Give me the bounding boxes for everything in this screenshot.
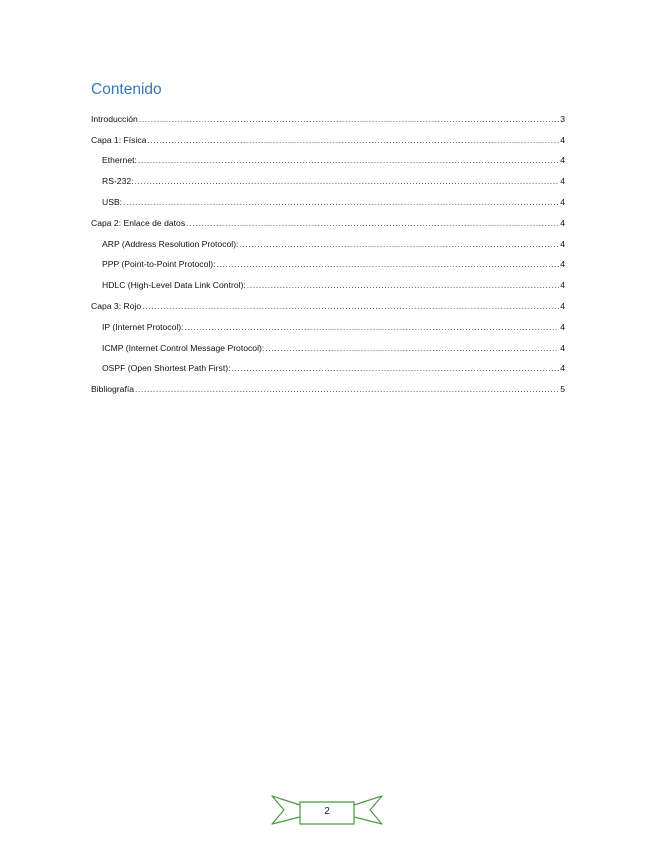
toc-heading: Contenido xyxy=(91,81,162,98)
toc-entry[interactable] xyxy=(91,250,565,271)
toc-entry[interactable] xyxy=(91,104,565,125)
toc-dot-leader xyxy=(147,134,559,146)
toc-entry-title: ICMP (Internet Control Message Protocol): xyxy=(102,342,265,353)
toc-dot-leader xyxy=(231,362,559,374)
toc-entry-page: 4 xyxy=(560,300,565,311)
toc-dot-leader xyxy=(135,383,559,395)
toc-entry-title: Ethernet: xyxy=(102,155,137,166)
toc-entry-title: Capa 2: Enlace de datos xyxy=(91,217,186,228)
page-number-footer xyxy=(270,793,384,829)
toc-entry-title: Introducción xyxy=(91,113,138,124)
toc-entry[interactable] xyxy=(91,270,565,291)
page-number: 2 xyxy=(324,806,330,817)
toc-entry-title: USB: xyxy=(102,196,123,207)
toc-entry[interactable] xyxy=(91,354,565,375)
toc-dot-leader xyxy=(247,279,559,291)
toc-entry[interactable] xyxy=(91,208,565,229)
toc-entry[interactable] xyxy=(91,166,565,187)
toc-entry-page: 4 xyxy=(560,363,565,374)
toc-dot-leader xyxy=(135,175,560,187)
toc-entry-title: Capa 3: Rojo xyxy=(91,300,142,311)
toc-entry-title: ARP (Address Resolution Protocol): xyxy=(102,238,239,249)
toc-entry-title: Capa 1: Física xyxy=(91,134,147,145)
toc-entry-title: Bibliografía xyxy=(91,384,134,395)
toc-dot-leader xyxy=(265,342,559,354)
toc-entry[interactable] xyxy=(91,229,565,250)
toc-entry-title: RS-232: xyxy=(102,176,134,187)
toc-dot-leader xyxy=(186,217,559,229)
toc-entry-page: 4 xyxy=(560,259,565,270)
toc-entry-title: IP (Internet Protocol): xyxy=(102,321,184,332)
toc-entry[interactable] xyxy=(91,291,565,312)
toc-entry-page: 4 xyxy=(560,238,565,249)
toc-entry-page: 5 xyxy=(560,384,565,395)
toc-dot-leader xyxy=(185,321,560,333)
toc-entry-page: 4 xyxy=(560,134,565,145)
toc-entry-page: 4 xyxy=(560,155,565,166)
table-of-contents xyxy=(91,104,565,395)
toc-entry[interactable] xyxy=(91,374,565,395)
toc-entry-page: 4 xyxy=(560,280,565,291)
toc-entry-title: HDLC (High-Level Data Link Control): xyxy=(102,280,246,291)
toc-entry-page: 4 xyxy=(560,217,565,228)
toc-entry[interactable] xyxy=(91,312,565,333)
toc-entry-title: PPP (Point-to-Point Protocol): xyxy=(102,259,216,270)
toc-entry[interactable] xyxy=(91,146,565,167)
toc-dot-leader xyxy=(138,154,559,166)
toc-entry-page: 4 xyxy=(560,196,565,207)
toc-entry-page: 4 xyxy=(560,342,565,353)
toc-entry-page: 3 xyxy=(560,113,565,124)
toc-dot-leader xyxy=(142,300,559,312)
toc-entry-page: 4 xyxy=(560,176,565,187)
toc-dot-leader xyxy=(239,238,559,250)
toc-entry-title: OSPF (Open Shortest Path First): xyxy=(102,363,231,374)
toc-dot-leader xyxy=(139,113,559,125)
toc-entry[interactable] xyxy=(91,125,565,146)
toc-entry[interactable] xyxy=(91,333,565,354)
toc-entry-page: 4 xyxy=(560,321,565,332)
toc-entry[interactable] xyxy=(91,187,565,208)
toc-dot-leader xyxy=(123,196,559,208)
toc-dot-leader xyxy=(217,258,560,270)
